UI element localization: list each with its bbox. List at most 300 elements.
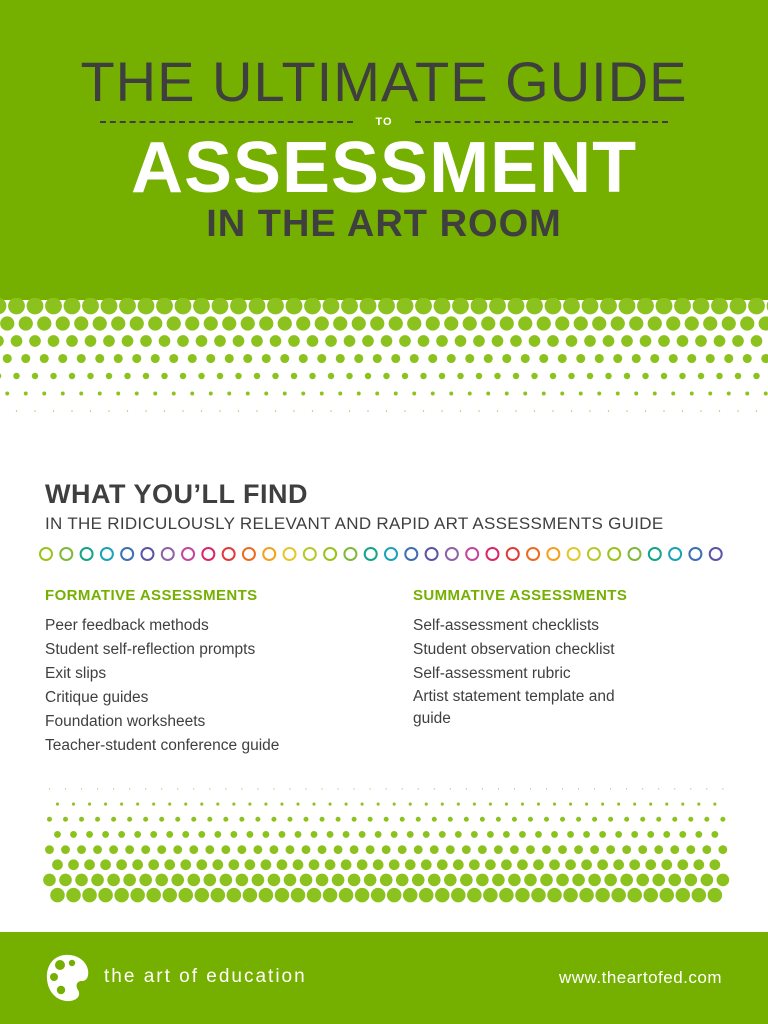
halftone-dot [469,859,480,870]
halftone-dot [148,859,159,870]
halftone-dot [563,888,578,903]
halftone-dot [168,803,171,806]
halftone-dot [592,316,606,330]
halftone-dot [214,831,221,838]
halftone-dot [531,373,537,379]
halftone-dot [219,410,220,411]
halftone-dot [717,874,730,887]
color-ring [121,548,133,560]
halftone-dot [5,392,9,396]
halftone-dot [167,316,181,330]
halftone-dot [380,874,393,887]
halftone-dot [617,803,620,806]
halftone-dot [611,316,625,330]
dashed-divider-right [415,121,668,123]
halftone-dot [508,874,521,887]
halftone-dot [141,845,150,854]
halftone-dot [638,845,647,854]
halftone-dot [341,859,352,870]
summative-title: SUMMATIVE ASSESSMENTS [413,587,628,604]
halftone-dot [362,335,374,347]
halftone-dot [150,831,157,838]
halftone-dot [318,845,327,854]
halftone-dot [414,845,423,854]
halftone-dot [257,788,258,789]
halftone-dot [196,335,208,347]
halftone-dot [373,354,382,363]
halftone-dot [439,373,445,379]
halftone-dot [180,373,186,379]
halftone-dot [341,298,358,314]
halftone-dot [284,874,297,887]
halftone-dot [232,803,235,806]
halftone-dot [75,874,88,887]
halftone-dot [201,410,202,411]
halftone-dot [0,335,4,347]
halftone-dot [499,888,514,903]
halftone-dot [611,888,626,903]
halftone-dot [399,335,411,347]
halftone-dot [180,859,191,870]
color-ring [263,548,275,560]
halftone-dot [118,831,125,838]
halftone-dot [357,392,361,396]
halftone-dot [3,354,12,363]
halftone-dot [152,803,155,806]
halftone-dot [256,410,257,411]
halftone-dot [627,888,642,903]
halftone-dot [286,298,303,314]
color-ring [365,548,377,560]
halftone-dot [430,845,439,854]
halftone-dot [571,410,572,411]
halftone-dot [677,859,688,870]
halftone-dot [434,788,435,789]
palette-icon [44,952,90,1004]
halftone-dot [535,831,542,838]
halftone-dot [727,392,731,396]
halftone-dot [145,410,146,411]
halftone-dot [312,410,313,411]
halftone-dot [360,298,377,314]
halftone-dot [278,831,285,838]
halftone-dot [671,392,675,396]
halftone-dot [706,354,715,363]
halftone-dot [714,335,726,347]
halftone-dot [206,354,215,363]
halftone-dot [533,859,544,870]
halftone-dot [466,788,467,789]
summative-list [413,614,733,732]
halftone-dot [563,298,580,314]
title-main: ASSESSMENT [130,128,638,208]
halftone-dot [246,392,250,396]
halftone-dot [339,888,354,903]
website-link[interactable]: www.theartofed.com [558,968,722,987]
halftone-dot [275,888,290,903]
halftone-dot [485,859,496,870]
halftone-dot [327,831,334,838]
halftone-dot [316,874,329,887]
halftone-dot [364,874,377,887]
halftone-dot [93,845,102,854]
halftone-dot [245,859,256,870]
halftone-dots-bottom [0,782,768,912]
halftone-dot [222,316,236,330]
halftone-dot [130,888,145,903]
halftone-dot [255,817,260,822]
halftone-dot [74,316,88,330]
halftone-dot [227,392,231,396]
halftone-dot [643,888,658,903]
halftone-dot [325,335,337,347]
halftone-dot [551,831,558,838]
halftone-dot [29,335,41,347]
halftone-dot [669,354,678,363]
halftone-dot [267,298,284,314]
halftone-dot [567,831,574,838]
halftone-dot [642,788,643,789]
halftone-dot [526,845,535,854]
halftone-dot [483,888,498,903]
halftone-dot [480,817,485,822]
halftone-dot [27,298,44,314]
halftone-dot [542,392,546,396]
halftone-dot [359,831,366,838]
halftone-dot [225,354,234,363]
halftone-dot [143,373,149,379]
color-ring [568,548,580,560]
halftone-dot [426,316,440,330]
halftone-dot [693,859,704,870]
halftone-dot [225,788,226,789]
halftone-dot [629,316,643,330]
halftone-dot [565,859,576,870]
halftone-dot [330,410,331,411]
list-item: Self-assessment rubric [413,665,571,682]
halftone-dot [371,888,386,903]
halftone-dot [613,859,624,870]
halftone-dot [397,298,414,314]
halftone-dot [0,316,14,330]
halftone-dot [686,845,695,854]
color-ring [243,548,255,560]
halftone-dot [320,817,325,822]
halftone-dot [441,803,444,806]
halftone-dot [724,354,733,363]
halftone-dot [453,859,464,870]
color-ring [40,548,52,560]
halftone-dot [524,874,537,887]
halftone-dot [307,888,322,903]
halftone-dot [288,335,300,347]
halftone-dot [722,316,736,330]
halftone-dot [47,817,52,822]
color-ring [162,548,174,560]
halftone-dot [676,888,691,903]
halftone-dot [396,874,409,887]
halftone-dot [730,298,747,314]
halftone-dot [182,831,189,838]
halftone-dot [346,373,352,379]
halftone-dot [235,373,241,379]
halftone-dot [508,298,525,314]
halftone-dot [603,335,615,347]
halftone-dot [708,888,723,903]
halftone-dot [663,410,664,411]
halftone-dot [658,335,670,347]
halftone-dot [336,354,345,363]
halftone-dot [111,316,125,330]
halftone-dot [624,817,629,822]
halftone-dot [156,298,173,314]
halftone-dot [122,335,134,347]
halftone-dot [484,354,493,363]
color-ring [669,548,681,560]
halftone-dot [428,874,441,887]
halftone-dot [665,803,668,806]
halftone-dot [748,298,765,314]
halftone-dot [576,354,585,363]
halftone-dot [601,803,604,806]
halftone-dot [753,373,759,379]
halftone-dot [572,874,585,887]
halftone-dot [175,298,192,314]
halftone-dot [304,817,309,822]
halftone-dot [416,817,421,822]
halftone-dot [34,410,35,411]
color-ring [182,548,194,560]
halftone-dot [389,859,400,870]
halftone-dot [296,316,310,330]
halftone-dot [252,874,265,887]
halftone-dot [173,845,182,854]
halftone-dot [555,316,569,330]
halftone-dot [539,354,548,363]
halftone-dot [187,874,200,887]
halftone-dot [262,354,271,363]
halftone-dot [460,874,473,887]
halftone-dot [0,298,6,314]
header-banner [0,0,768,300]
halftone-dot [98,888,113,903]
halftone-dot [546,788,547,789]
halftone-dot [464,817,469,822]
halftone-dot [220,874,233,887]
halftone-dot [264,392,268,396]
halftone-dot [328,373,334,379]
halftone-dot [457,803,460,806]
halftone-dot [333,316,347,330]
halftone-dot [737,410,738,411]
halftone-dot [412,392,416,396]
halftone-dot [21,354,30,363]
formative-list [45,614,375,758]
halftone-dot [88,803,91,806]
halftone-dot [241,316,255,330]
halftone-dot [595,354,604,363]
color-ring-divider [38,544,728,564]
halftone-dot [13,373,19,379]
halftone-dot [494,845,503,854]
halftone-dot [455,831,462,838]
halftone-dot [209,788,210,789]
halftone-dot [647,831,654,838]
halftone-dot [632,354,641,363]
halftone-dot [526,298,543,314]
halftone-dot [207,817,212,822]
halftone-dot [209,392,213,396]
halftone-dot [161,373,167,379]
color-ring [710,548,722,560]
halftone-dot [688,817,693,822]
halftone-dot [663,831,670,838]
halftone-dot [49,788,50,789]
halftone-dot [682,410,683,411]
halftone-dot [585,803,588,806]
halftone-dot [164,410,165,411]
halftone-dot [334,845,343,854]
halftone-dot [325,859,336,870]
halftone-dot [685,316,699,330]
halftone-dot [337,788,338,789]
halftone-dot [582,298,599,314]
halftone-dot [500,316,514,330]
halftone-dot [434,298,451,314]
halftone-dot [574,845,583,854]
halftone-dot [545,298,562,314]
halftone-dot [735,373,741,379]
halftone-dot [486,392,490,396]
halftone-dot [503,831,510,838]
title-sub: IN THE ART ROOM [206,203,562,245]
halftone-dot [645,859,656,870]
halftone-dot [409,803,412,806]
color-ring [547,548,559,560]
halftone-dot [254,373,260,379]
halftone-dot [200,803,203,806]
color-ring [141,548,153,560]
color-ring [223,548,235,560]
halftone-dot [514,788,515,789]
halftone-dot [574,316,588,330]
halftone-dot [560,392,564,396]
halftone-dot [687,354,696,363]
color-ring [527,548,539,560]
halftone-dot [198,831,205,838]
halftone-dot [236,874,249,887]
halftone-dot [230,831,237,838]
halftone-dot [436,335,448,347]
halftone-dot [77,354,86,363]
halftone-dot [251,335,263,347]
halftone-dot [549,859,560,870]
halftone-dot [212,298,229,314]
halftone-dot [228,859,239,870]
halftone-dot [19,316,33,330]
section-subheading: IN THE RIDICULOUSLY RELEVANT AND RAPID ART ASSESSMENTS GUIDE [45,514,664,533]
halftone-dot [159,335,171,347]
halftone-dot [534,410,535,411]
list-item: Student observation checklist [413,641,615,658]
halftone-dot [692,888,707,903]
halftone-dot [70,831,77,838]
halftone-dot [465,354,474,363]
halftone-dot [8,298,25,314]
halftone-dot [626,410,627,411]
halftone-dot [182,410,183,411]
halftone-dot [212,859,223,870]
halftone-dot [608,410,609,411]
halftone-dot [381,335,393,347]
halftone-dot [87,373,93,379]
halftone-dot [471,298,488,314]
halftone-dot [620,874,633,887]
halftone-dot [42,392,46,396]
halftone-dot [449,392,453,396]
halftone-dot [345,803,348,806]
halftone-dot [550,373,556,379]
halftone-dot [562,788,563,789]
halftone-dot [568,373,574,379]
halftone-dot [175,817,180,822]
halftone-dot [193,788,194,789]
halftone-dot [116,392,120,396]
halftone-dot [50,373,56,379]
halftone-dot [309,373,315,379]
halftone-dot [515,888,530,903]
halftone-dot [382,845,391,854]
halftone-dot [164,859,175,870]
halftone-dot [107,874,120,887]
halftone-dot [54,831,61,838]
halftone-dot [450,788,451,789]
halftone-dot [719,410,720,411]
halftone-dot [428,354,437,363]
halftone-dot [350,845,359,854]
halftone-dot [569,803,572,806]
halftone-dot [132,354,141,363]
halftone-dot [241,788,242,789]
halftone-dot [661,373,667,379]
halftone-dot [432,817,437,822]
halftone-dot [243,354,252,363]
halftone-dot [455,335,467,347]
halftone-dot [619,298,636,314]
halftone-dot [481,316,495,330]
halftone-dot [681,803,684,806]
halftone-dot [52,859,63,870]
halftone-dot [307,335,319,347]
halftone-dot [383,373,389,379]
color-ring [405,548,417,560]
halftone-dot [48,335,60,347]
halftone-dot [704,817,709,822]
halftone-dot [239,817,244,822]
halftone-dot [387,888,402,903]
halftone-dot [517,859,528,870]
halftone-dot [190,392,194,396]
halftone-dot [391,354,400,363]
halftone-dot [81,788,82,789]
halftone-dot [299,354,308,363]
halftone-dot [66,335,78,347]
halftone-dot [79,817,84,822]
halftone-dot [446,845,455,854]
halftone-dot [45,298,62,314]
halftone-dot [305,788,306,789]
color-ring [324,548,336,560]
